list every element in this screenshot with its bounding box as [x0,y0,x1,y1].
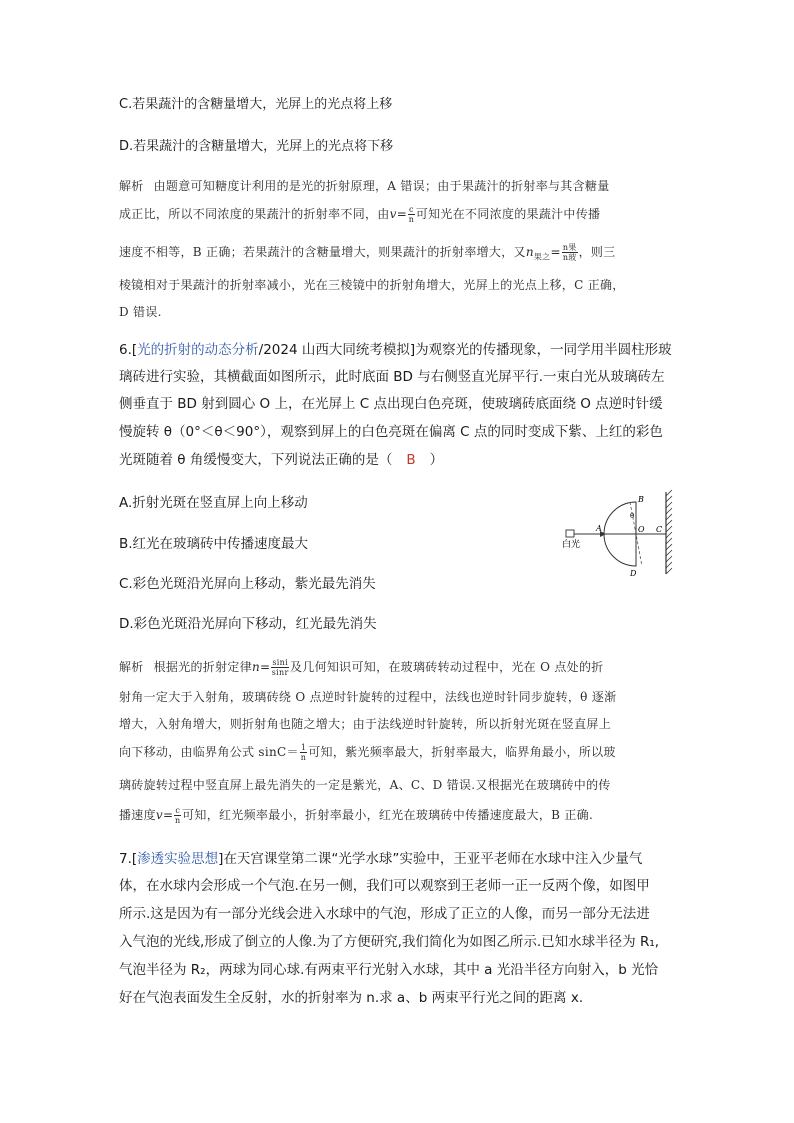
solution-text: 根据光的折射定律 [153,660,253,674]
solution-tag: 解析 [119,179,144,193]
option-b: B.红光在玻璃砖中传播速度最大 [119,536,309,552]
solution-line: 棱镜相对于果蔬汁的折射率减小，光在三棱镜中的折射角增大，光屏上的光点上移，C 正确， [119,278,625,292]
question-line [119,340,672,360]
label-c: C [656,525,663,534]
formula-var: v= [155,808,174,822]
label-theta: θ [630,512,635,520]
question-line: 璃砖进行实验，其横截面如图所示，此时底面 BD 与右侧竖直光屏平行.一束白光从玻璃砖左 [119,369,665,385]
solution-text: 可知光在不同浓度的果蔬汁中传播 [415,207,601,221]
solution-text: 速度不相等，B 正确；若果蔬汁的含糖量增大，则果蔬汁的折射率增大，又 [119,245,526,259]
screen-hatch [666,490,672,574]
question-line: 好在气泡表面发生全反射，水的折射率为 n.求 a、b 两束平行光之间的距离 x. [119,990,584,1006]
fraction-numerator: 1 [300,743,307,752]
solution-line [119,658,604,677]
formula-eq: = [550,245,561,259]
formula-var: n= [252,660,271,674]
formula-var: v= [389,207,408,221]
fraction [562,243,578,262]
glass-brick-figure [560,490,710,580]
solution-text: 及几何知识可知，在玻璃砖转动过程中，光在 O 点处的折 [289,660,604,674]
solution-line [119,806,593,825]
fraction [300,743,307,762]
question-text: 为观察光的传播现象，一同学用半圆柱形玻 [415,342,672,358]
solution-line [119,243,616,266]
answer-key: B [406,452,416,468]
solution-text: 可知，红光频率最小，折射率最小，红光在玻璃砖中传播速度最大，B 正确. [182,808,594,822]
solution-line: 璃砖旋转过程中竖直屏上最先消失的一定是紫光，A、C、D 错误.又根据光在玻璃砖中的传 [119,778,611,792]
solution-text: ，则三 [578,245,616,259]
question-line: 侧垂直于 BD 射到圆心 O 上，在光屏上 C 点出现白色亮斑，使玻璃砖底面绕 O 点逆时针缓 [119,396,663,412]
solution-line [119,177,610,195]
fraction [408,205,415,224]
question-text: ] [218,851,224,867]
fraction-denominator: n [300,753,307,762]
option-a: A.折射光斑在竖直屏上向上移动 [119,495,308,511]
fraction-numerator: sini [272,658,288,667]
question-text: 在天宫课堂第二课“光学水球”实验中，王亚平老师在水球中注入少量气 [223,851,643,867]
question-tag: 渗透实验思想 [137,851,219,867]
label-d: D [630,569,637,578]
question-line: 所示.这是因为有一部分光线会进入水球中的气泡，形成了正立的人像，而另一部分无法进 [119,906,650,922]
solution-line [119,743,616,762]
solution-text: 向下移动，由临界角公式 sinC＝ [119,745,299,759]
light-source-icon [566,530,574,537]
solution-text: 由题意可知糖度计利用的是光的折射原理，A 错误；由于果蔬汁的折射率与其含糖量 [153,179,610,193]
option-d-prev: D.若果蔬汁的含糖量增大，光屏上的光点将下移 [119,139,394,154]
question-line [119,849,642,869]
label-b: B [638,495,644,504]
solution-tag: 解析 [119,660,144,674]
option-d: D.彩色光斑沿光屏向下移动，红光最先消失 [119,616,377,632]
label-source: 白光 [562,540,581,550]
question-number: 7.[ [119,851,138,867]
solution-text: 可知，紫光频率最大，折射率最大，临界角最小，所以玻 [308,745,616,759]
question-line: 体，在水球内会形成一个气泡.在另一侧，我们可以观察到王老师一正一反两个像，如图甲 [119,878,650,894]
question-tag: 光的折射的动态分析 [137,342,259,358]
fraction [174,806,181,825]
fraction-denominator: n [175,816,181,825]
question-text: ） [429,452,444,468]
solution-line: 增大，入射角增大，则折射角也随之增大；由于法线逆时针旋转，所以折射光斑在竖直屏上 [119,717,612,731]
question-line [119,450,443,470]
question-text: 光斑随着 θ 角缓慢变大，下列说法正确的是（ [119,452,393,468]
fraction [271,658,289,677]
question-line: 慢旋转 θ（0°＜θ＜90°），观察到屏上的白色亮斑在偏离 C 点的同时变成下紫、上红的彩色 [119,424,663,440]
question-line: 入气泡的光线,形成了倒立的人像.为了方便研究,我们简化为如图乙所示.已知水球半径为 R₁, [119,934,660,950]
option-c-prev: C.若果蔬汁的含糖量增大，光屏上的光点将上移 [119,97,393,112]
formula-var: n [525,245,534,259]
solution-line: 射角一定大于入射角，玻璃砖绕 O 点逆时针旋转的过程中，法线也逆时针同步旋转，θ 逐渐 [119,690,617,704]
fraction-denominator: sinr [271,668,289,677]
option-c: C.彩色光斑沿光屏向上移动，紫光最先消失 [119,576,376,592]
formula-subscript: 果之 [533,252,551,262]
question-number: 6.[ [119,342,138,358]
question-line: 气泡半径为 R₂，两球为同心球.有两束平行光射入水球，其中 a 光沿半径方向射入，b 光恰 [119,962,659,978]
fraction-denominator: n玻 [562,253,577,262]
fraction-numerator: c [175,806,181,815]
solution-text: 播速度 [119,808,156,822]
label-o: O [638,525,645,534]
solution-line [119,205,600,224]
solution-text: 成正比，所以不同浓度的果蔬汁的折射率不同，由 [119,207,390,221]
fraction-denominator: n [408,215,415,224]
question-source: /2024 山西大同统考模拟] [258,342,416,358]
fraction-numerator: c [409,205,414,214]
fraction-numerator: n果 [562,243,577,252]
solution-line: D 错误. [119,305,162,319]
label-a: A [596,524,602,533]
